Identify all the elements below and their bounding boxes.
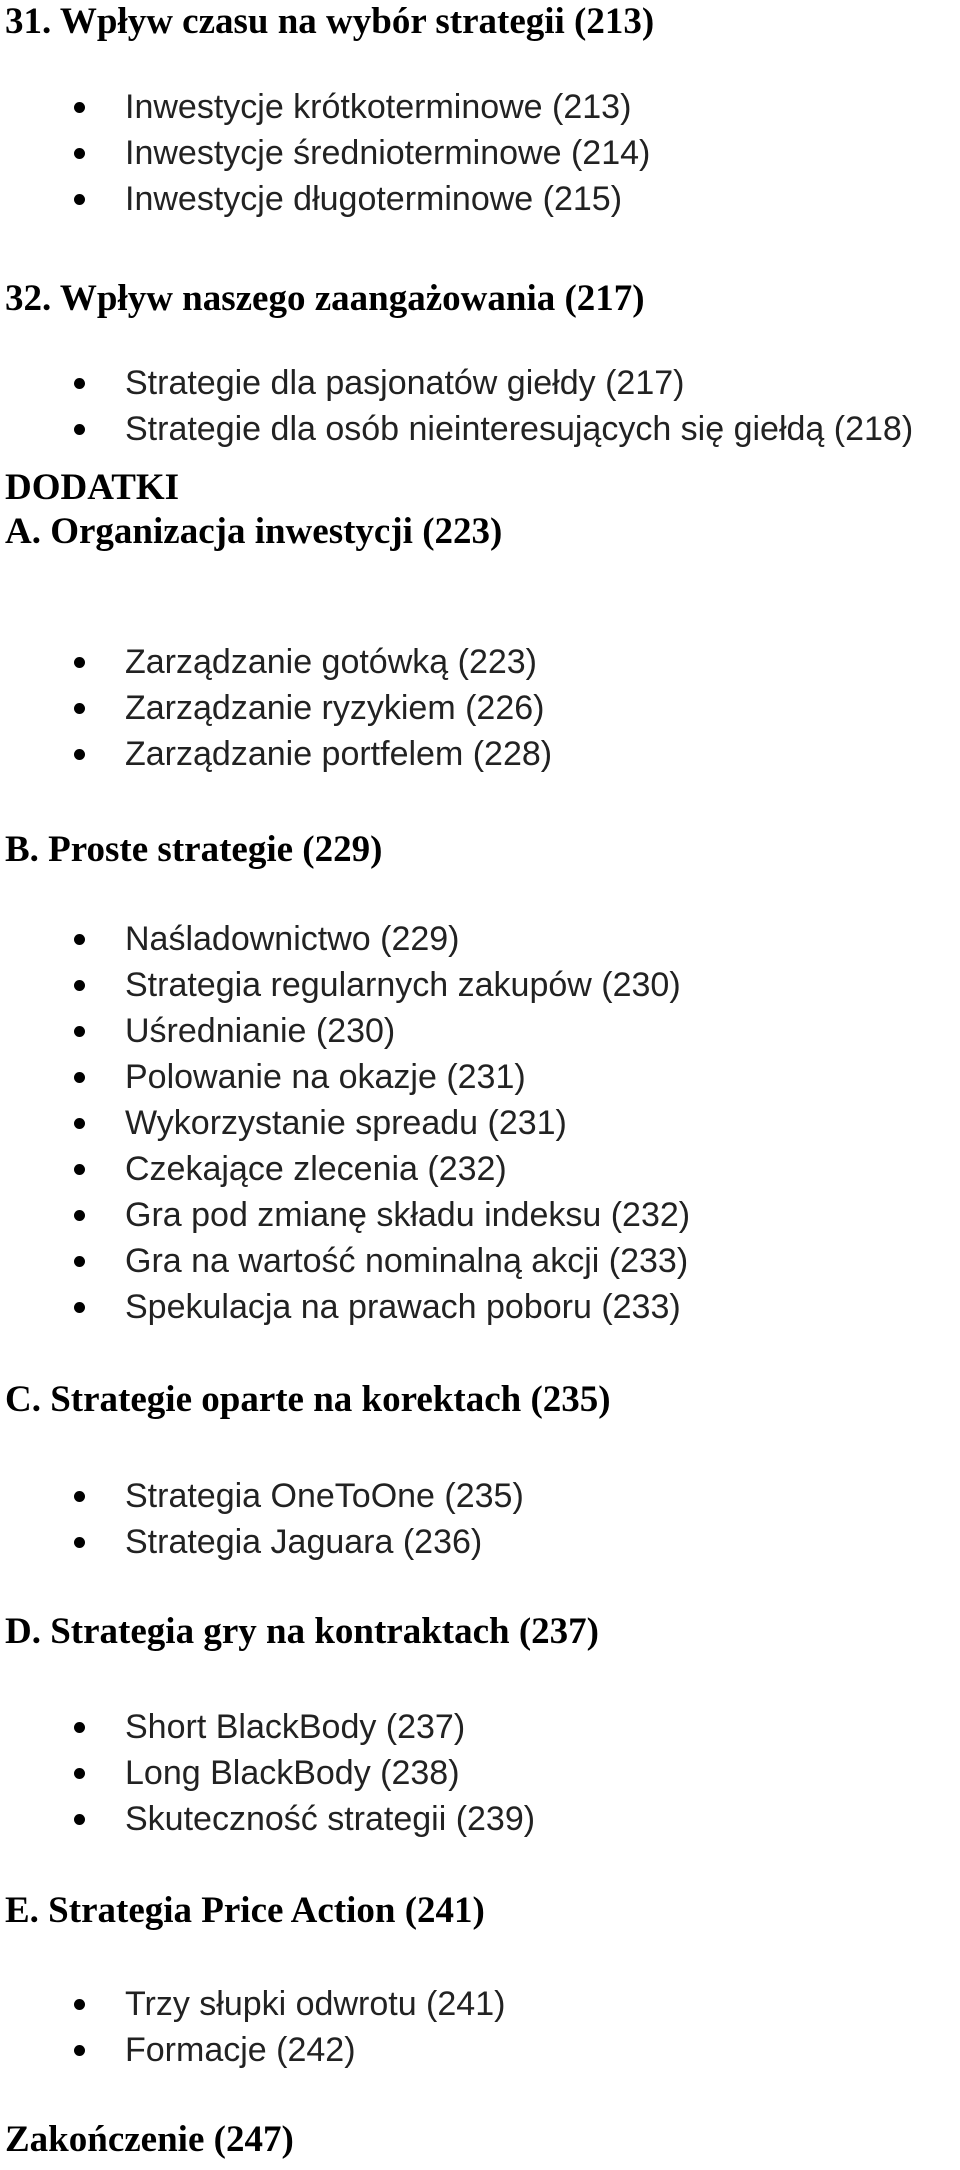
section-heading-a: A. Organizacja inwestycji (223) <box>5 511 503 552</box>
section-list-32 <box>0 361 913 453</box>
bullet-icon <box>74 1999 85 2010</box>
bullet-icon <box>74 1302 85 1313</box>
list-item <box>0 361 913 407</box>
list-item-label: Strategie dla osób nieinteresujących się giełdą (218) <box>125 410 914 448</box>
list-item <box>0 1285 690 1331</box>
list-item-label: Formacje (242) <box>125 2031 356 2069</box>
list-item <box>0 1751 535 1797</box>
list-item <box>0 1797 535 1843</box>
section-heading-d: D. Strategia gry na kontraktach (237) <box>5 1611 600 1652</box>
list-item-label: Uśrednianie (230) <box>125 1012 396 1050</box>
bullet-icon <box>74 657 85 668</box>
list-item-label: Strategia Jaguara (236) <box>125 1523 483 1561</box>
list-item <box>0 1474 524 1520</box>
bullet-icon <box>74 1026 85 1037</box>
section-list-c <box>0 1474 524 1566</box>
list-item-label: Skuteczność strategii (239) <box>125 1800 536 1838</box>
list-item <box>0 177 650 223</box>
section-heading-b: B. Proste strategie (229) <box>5 829 383 870</box>
list-item-label: Czekające zlecenia (232) <box>125 1150 507 1188</box>
bullet-icon <box>74 2045 85 2056</box>
list-item <box>0 1147 690 1193</box>
bullet-icon <box>74 1072 85 1083</box>
list-item-label: Long BlackBody (238) <box>125 1754 460 1792</box>
section-heading-dodatki: DODATKI <box>5 467 180 508</box>
list-item <box>0 131 650 177</box>
bullet-icon <box>74 148 85 159</box>
list-item-label: Trzy słupki odwrotu (241) <box>125 1985 506 2023</box>
list-item-label: Inwestycje długoterminowe (215) <box>125 180 623 218</box>
list-item-label: Strategia OneToOne (235) <box>125 1477 524 1515</box>
list-item <box>0 1705 535 1751</box>
bullet-icon <box>74 749 85 760</box>
bullet-icon <box>74 378 85 389</box>
list-item <box>0 2028 505 2074</box>
section-heading-e: E. Strategia Price Action (241) <box>5 1890 485 1931</box>
bullet-icon <box>74 703 85 714</box>
bullet-icon <box>74 424 85 435</box>
list-item <box>0 1193 690 1239</box>
list-item-label: Zarządzanie gotówką (223) <box>125 643 538 681</box>
list-item-label: Inwestycje średnioterminowe (214) <box>125 134 651 172</box>
bullet-icon <box>74 1768 85 1779</box>
section-list-e <box>0 1982 505 2074</box>
bullet-icon <box>74 980 85 991</box>
list-item-label: Zarządzanie ryzykiem (226) <box>125 689 545 727</box>
bullet-icon <box>74 934 85 945</box>
list-item-label: Wykorzystanie spreadu (231) <box>125 1104 567 1142</box>
section-list-31 <box>0 85 650 223</box>
bullet-icon <box>74 102 85 113</box>
list-item-label: Strategia regularnych zakupów (230) <box>125 966 681 1004</box>
list-item <box>0 1982 505 2028</box>
list-item-label: Polowanie na okazje (231) <box>125 1058 526 1096</box>
bullet-icon <box>74 1537 85 1548</box>
section-heading-32: 32. Wpływ naszego zaangażowania (217) <box>5 278 645 319</box>
list-item <box>0 686 552 732</box>
list-item-label: Spekulacja na prawach poboru (233) <box>125 1288 681 1326</box>
bullet-icon <box>74 1164 85 1175</box>
list-item <box>0 1101 690 1147</box>
list-item <box>0 85 650 131</box>
section-list-d <box>0 1705 535 1843</box>
bullet-icon <box>74 1491 85 1502</box>
list-item-label: Zarządzanie portfelem (228) <box>125 735 553 773</box>
list-item <box>0 732 552 778</box>
section-heading-c: C. Strategie oparte na korektach (235) <box>5 1379 611 1420</box>
section-heading-zakonczenie: Zakończenie (247) <box>5 2119 294 2160</box>
bullet-icon <box>74 1722 85 1733</box>
bullet-icon <box>74 1210 85 1221</box>
list-item-label: Naśladownictwo (229) <box>125 920 460 958</box>
section-list-a <box>0 640 552 778</box>
bullet-icon <box>74 194 85 205</box>
list-item-label: Gra na wartość nominalną akcji (233) <box>125 1242 689 1280</box>
bullet-icon <box>74 1256 85 1267</box>
section-heading-31: 31. Wpływ czasu na wybór strategii (213) <box>5 1 655 42</box>
list-item <box>0 1239 690 1285</box>
list-item <box>0 963 690 1009</box>
section-list-b <box>0 917 690 1331</box>
list-item <box>0 640 552 686</box>
list-item <box>0 1520 524 1566</box>
bullet-icon <box>74 1118 85 1129</box>
list-item-label: Inwestycje krótkoterminowe (213) <box>125 88 632 126</box>
list-item-label: Strategie dla pasjonatów giełdy (217) <box>125 364 685 402</box>
list-item <box>0 917 690 963</box>
list-item-label: Short BlackBody (237) <box>125 1708 466 1746</box>
list-item <box>0 407 913 453</box>
list-item <box>0 1009 690 1055</box>
list-item <box>0 1055 690 1101</box>
bullet-icon <box>74 1814 85 1825</box>
list-item-label: Gra pod zmianę składu indeksu (232) <box>125 1196 691 1234</box>
